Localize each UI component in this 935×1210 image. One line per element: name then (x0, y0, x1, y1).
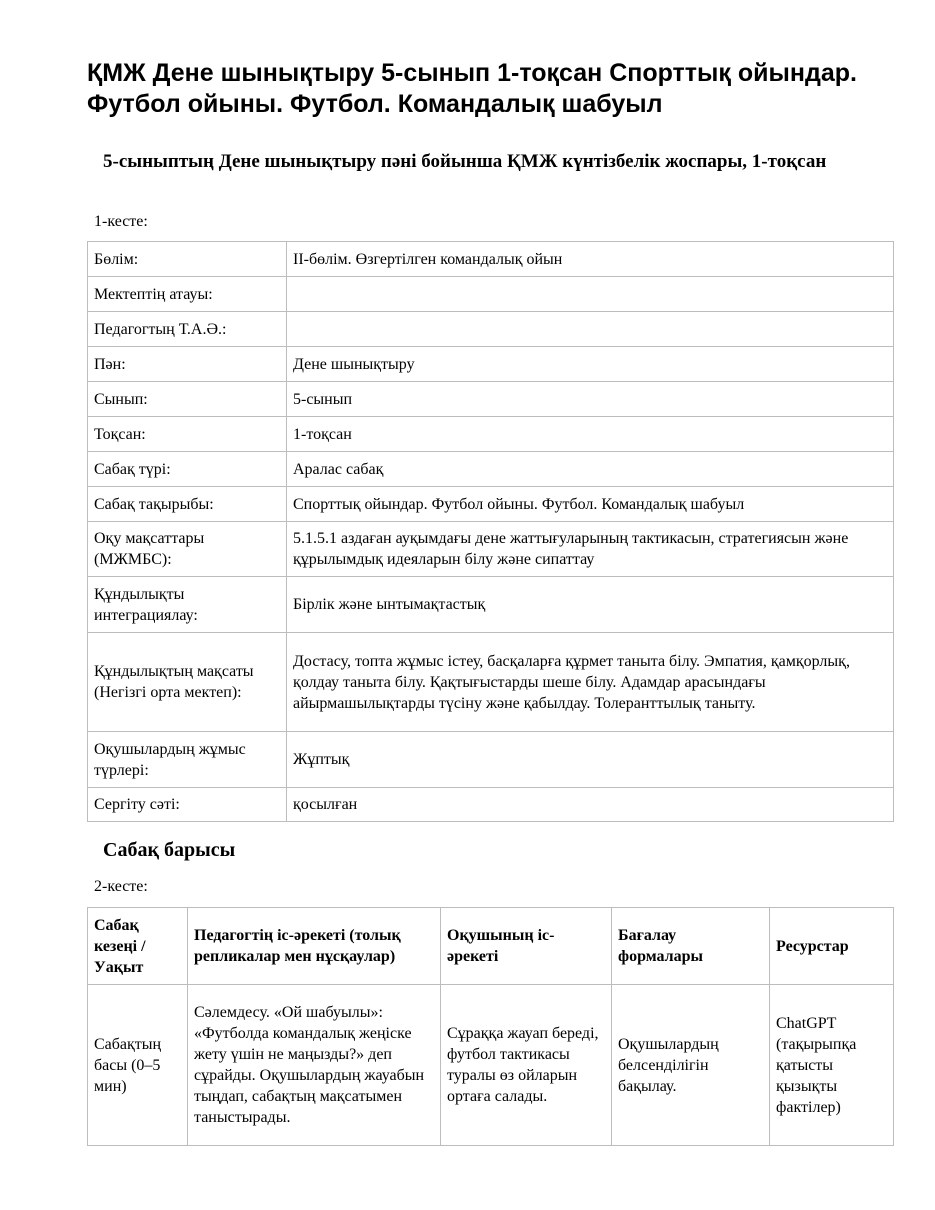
row-label: Пән: (88, 347, 287, 382)
column-header-resources: Ресурстар (770, 908, 894, 985)
row-label: Оқушылардың жұмыс түрлері: (88, 732, 287, 788)
row-value: Спорттық ойындар. Футбол ойыны. Футбол. Командалық шабуыл (287, 487, 894, 522)
table-row (88, 382, 894, 417)
column-header-assessment: Бағалау формалары (612, 908, 770, 985)
table-row (88, 985, 894, 1146)
table-row (88, 633, 894, 732)
cell-assessment: Оқушылардың белсенділігін бақылау. (612, 985, 770, 1146)
row-value: Дене шынықтыру (287, 347, 894, 382)
table-row (88, 417, 894, 452)
table-header-row (88, 908, 894, 985)
row-value (287, 312, 894, 347)
column-header-teacher: Педагогтің іс-әрекеті (толық репликалар мен нұсқаулар) (188, 908, 441, 985)
row-label: Оқу мақсаттары (МЖМБС): (88, 522, 287, 577)
table2-caption: 2-кесте: (94, 878, 148, 895)
row-value: қосылған (287, 788, 894, 822)
table-row (88, 788, 894, 822)
table-row (88, 522, 894, 577)
row-label: Мектептің атауы: (88, 277, 287, 312)
plan-subtitle: 5-сыныптың Дене шынықтыру пәні бойынша ҚМЖ күнтізбелік жоспары, 1-тоқсан (103, 151, 827, 172)
table-row (88, 242, 894, 277)
row-label: Тоқсан: (88, 417, 287, 452)
row-value: II-бөлім. Өзгертілген командалық ойын (287, 242, 894, 277)
table-row (88, 312, 894, 347)
lesson-progress-heading: Сабақ барысы (103, 839, 236, 861)
row-label: Құндылықты интеграциялау: (88, 577, 287, 633)
row-label: Педагогтың Т.А.Ә.: (88, 312, 287, 347)
row-value: 1-тоқсан (287, 417, 894, 452)
row-label: Бөлім: (88, 242, 287, 277)
table-row (88, 277, 894, 312)
row-value: 5.1.5.1 аздаған ауқымдағы дене жаттығуларының тактикасын, стратегиясын және құрылымдық идеяларын білу және сипаттау (287, 522, 894, 577)
row-label: Сергіту сәті: (88, 788, 287, 822)
table-row (88, 487, 894, 522)
table-row (88, 347, 894, 382)
cell-student: Сұраққа жауап береді, футбол тактикасы туралы өз ойларын ортаға салады. (441, 985, 612, 1146)
row-value: Достасу, топта жұмыс істеу, басқаларға құрмет таныта білу. Эмпатия, қамқорлық, қолдау таныта білу. Қақтығыстарды шеше білу. Адамдар арасындағы айырмашылықтарды түсіну және қабылдау. Толеранттылық таныту. (287, 633, 894, 732)
column-header-student: Оқушының іс-әрекеті (441, 908, 612, 985)
table1-caption: 1-кесте: (94, 213, 148, 230)
row-value: Бірлік және ынтымақтастық (287, 577, 894, 633)
lesson-info-table (87, 241, 894, 822)
row-label: Құндылықтың мақсаты (Негізгі орта мектеп): (88, 633, 287, 732)
row-value: Жұптық (287, 732, 894, 788)
row-value: Аралас сабақ (287, 452, 894, 487)
row-label: Сабақ түрі: (88, 452, 287, 487)
table-row (88, 577, 894, 633)
table-row (88, 452, 894, 487)
lesson-progress-table (87, 907, 894, 1146)
row-label: Сынып: (88, 382, 287, 417)
row-label: Сабақ тақырыбы: (88, 487, 287, 522)
cell-stage: Сабақтың басы (0–5 мин) (88, 985, 188, 1146)
cell-teacher: Сәлемдесу. «Ой шабуылы»: «Футболда командалық жеңіске жету үшін не маңызды?» деп сұрайды. Оқушылардың жауабын тыңдап, сабақтың мақсатымен таныстырады. (188, 985, 441, 1146)
cell-resources: ChatGPT (тақырыпқа қатысты қызықты фактілер) (770, 985, 894, 1146)
table-row (88, 732, 894, 788)
column-header-stage: Сабақ кезеңі / Уақыт (88, 908, 188, 985)
document-title: ҚМЖ Дене шынықтыру 5-сынып 1-тоқсан Спорттық ойындар. Футбол ойыны. Футбол. Командалық шабуыл (87, 59, 857, 118)
row-value (287, 277, 894, 312)
row-value: 5-сынып (287, 382, 894, 417)
